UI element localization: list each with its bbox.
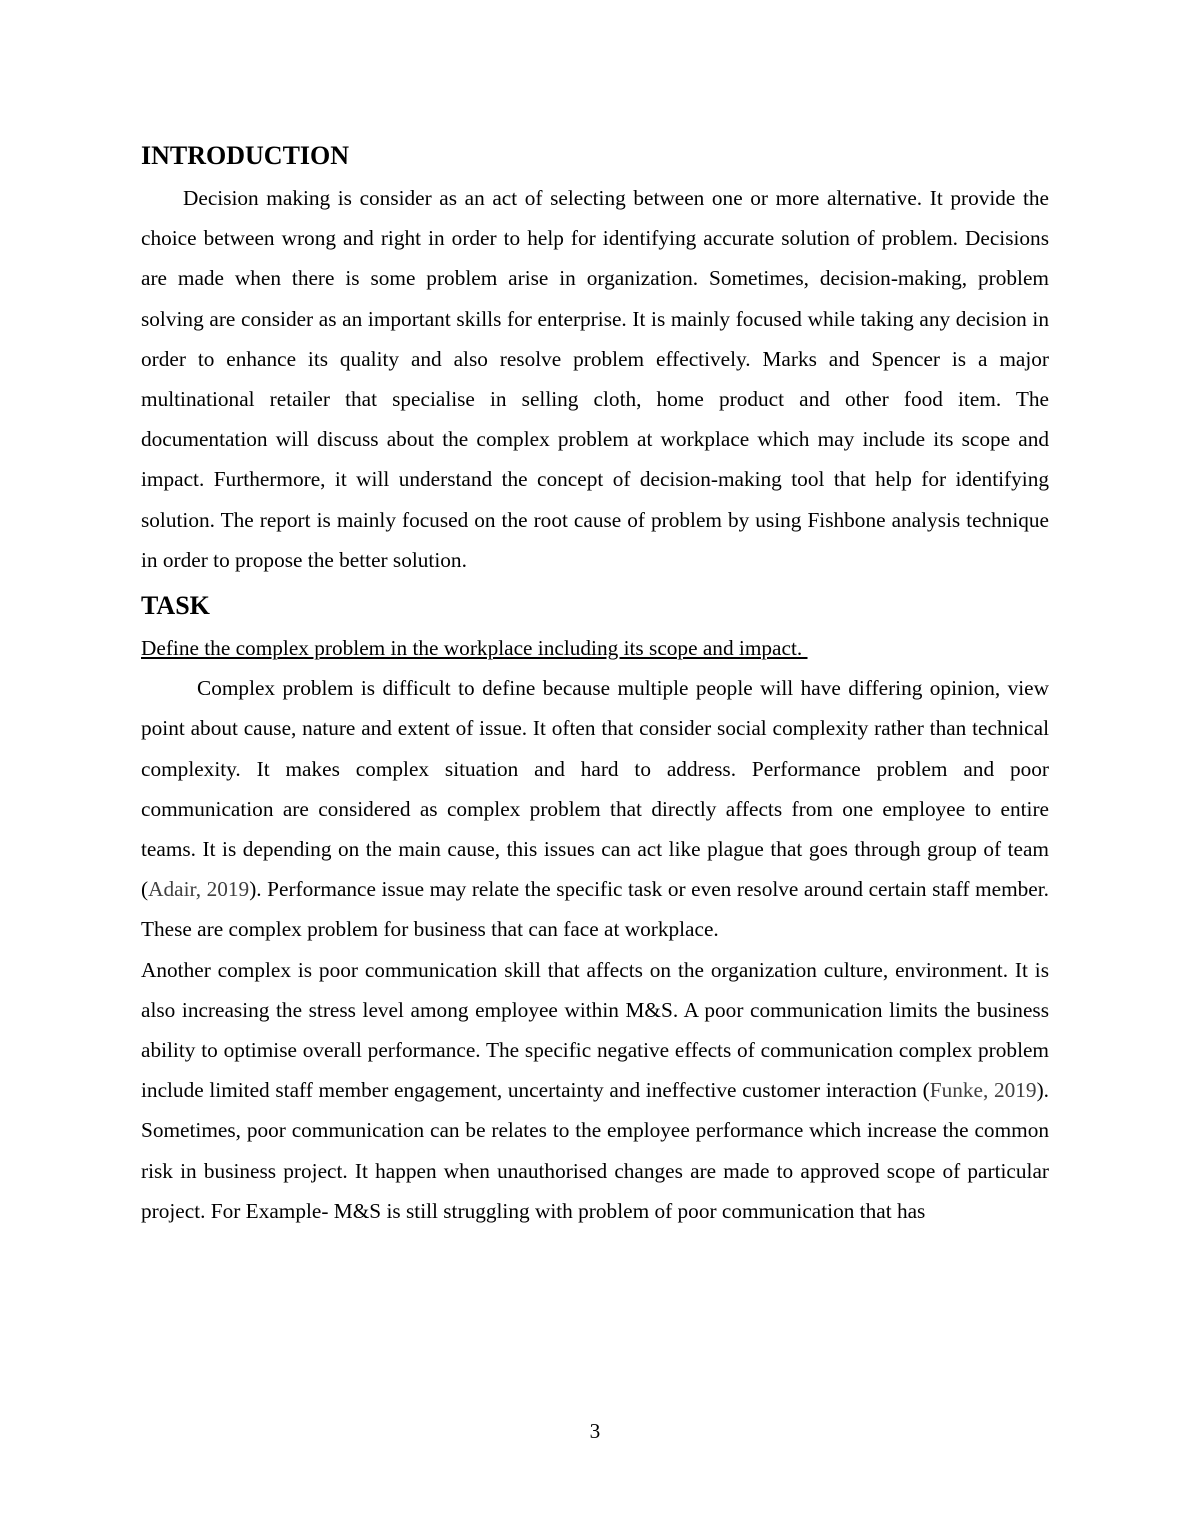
paragraph-2-text-after-citation: ). Sometimes, poor communication can be relates to the employee performance which increase the common risk in business project. It happen when unauthorised changes are made to approved scope of particular project. For Example- M&S is still struggling with problem of poor communication that has <box>141 1078 1049 1223</box>
paragraph-1-text-after-citation: ). Performance issue may relate the specific task or even resolve around certain staff member. These are complex problem for business that can face at workplace. <box>141 877 1049 942</box>
task-subheading: Define the complex problem in the workplace including its scope and impact. <box>141 636 808 661</box>
paragraph-2-text-before-citation: Another complex is poor communication skill that affects on the organization culture, environment. It is also increasing the stress level among employee within M&S. A poor communication limits the business ability to optimise overall performance. The specific negative effects of communication complex problem include limited staff member engagement, uncertainty and ineffective customer interaction ( <box>141 957 1049 1103</box>
introduction-heading: INTRODUCTION <box>141 141 350 170</box>
citation-adair: Adair, 2019 <box>148 877 250 902</box>
page-content <box>141 138 1049 1231</box>
introduction-paragraph: Decision making is consider as an act of selecting between one or more alternative. It provide the choice between wrong and right in order to help for identifying accurate solution of problem. Decisions are made when there is some problem arise in organization. Sometimes, decision-making, problem solving are consider as an important skills for enterprise. It is mainly focused while taking any decision in order to enhance its quality and also resolve problem effectively. Marks and Spencer is a major multinational retailer that specialise in selling cloth, home product and other food item. The documentation will discuss about the complex problem at workplace which may include its scope and impact. Furthermore, it will understand the concept of decision-making tool that help for identifying solution. The report is mainly focused on the root cause of problem by using Fishbone analysis technique in order to propose the better solution. <box>141 186 1049 572</box>
citation-funke: Funke, 2019 <box>929 1078 1037 1103</box>
paragraph-1-text-before-citation: Complex problem is difficult to define because multiple people will have differing opinion, view point about cause, nature and extent of issue. It often that consider social complexity rather than technical complexity. It makes complex situation and hard to address. Performance problem and poor communication are considered as complex problem that directly affects from one employee to entire teams. It is depending on the main cause, this issues can act like plague that goes through group of team ( <box>141 676 1049 902</box>
task-paragraph-2 <box>141 950 1049 1231</box>
task-paragraph-1 <box>141 668 1049 949</box>
page-number: 3 <box>589 1419 601 1443</box>
task-heading: TASK <box>141 591 210 621</box>
